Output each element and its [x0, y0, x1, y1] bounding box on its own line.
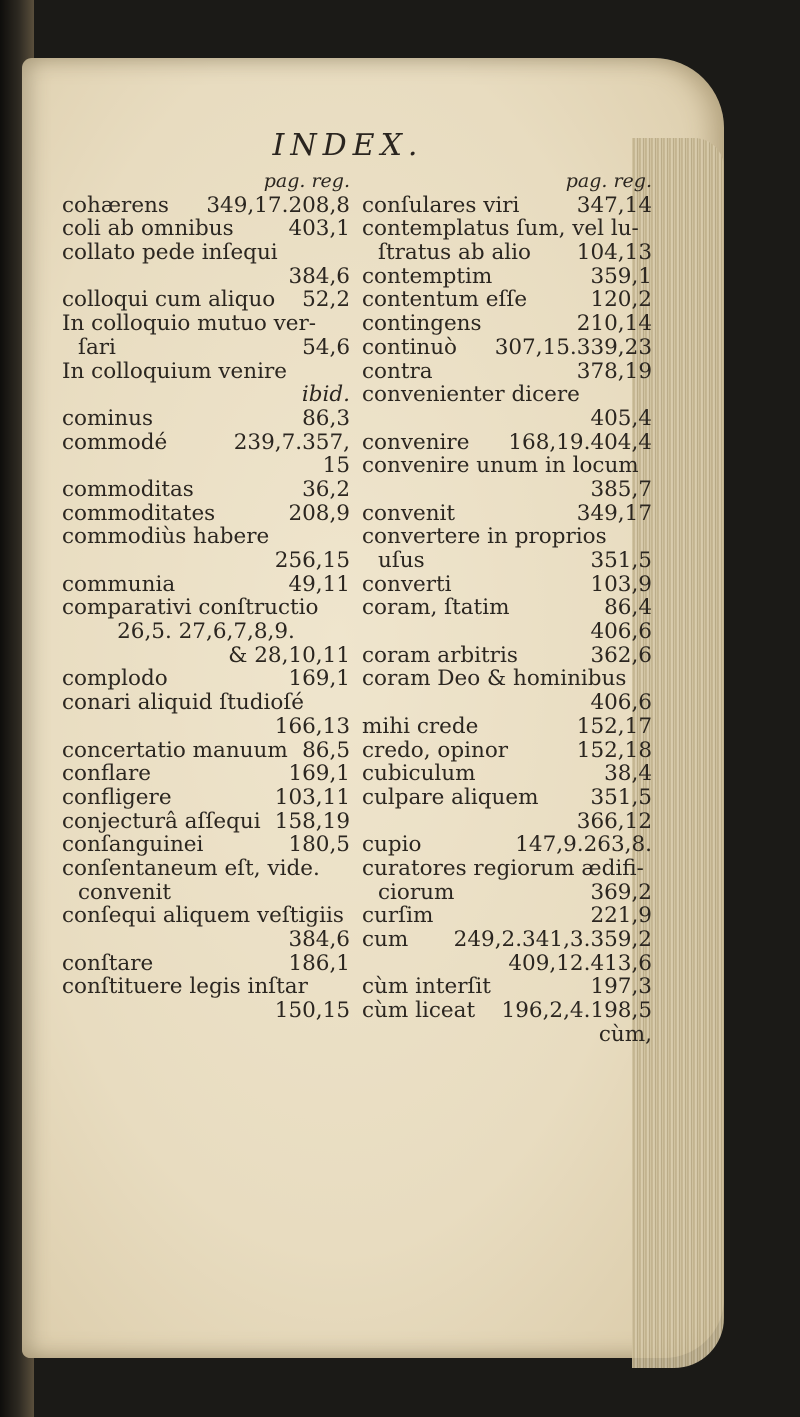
entry-reference: & 28,10,11 — [228, 642, 350, 668]
index-entry — [362, 762, 652, 786]
index-entry — [362, 928, 652, 952]
entry-reference: 152,17 — [576, 713, 652, 739]
entry-term: coram Deo & hominibus — [362, 666, 627, 692]
index-entry — [62, 265, 350, 289]
index-entry — [62, 360, 350, 384]
entry-term: ciorum — [378, 879, 455, 905]
entry-reference: 349,17 — [576, 500, 652, 526]
entry-term: complodo — [62, 666, 168, 692]
entry-reference: 351,5 — [590, 548, 652, 573]
entry-reference: 384,6 — [288, 263, 350, 289]
index-entry — [362, 170, 652, 194]
index-entry — [362, 288, 652, 312]
index-entry — [62, 525, 350, 549]
entry-term: cùm liceat — [362, 998, 476, 1024]
entry-term: cohærens — [62, 192, 169, 218]
entry-term: conſequi aliquem veſtigiis — [62, 903, 344, 929]
entry-reference: 196,2,4.198,5 — [501, 998, 652, 1024]
index-entry — [362, 573, 652, 597]
entry-term: convertere in proprios — [362, 524, 607, 550]
entry-term: coli ab omnibus — [62, 216, 234, 242]
entry-term: conſanguinei — [62, 832, 204, 858]
index-entry — [362, 407, 652, 431]
entry-reference: 54,6 — [302, 334, 350, 360]
entry-term: comparativi conſtructio — [62, 595, 319, 621]
index-entry — [62, 715, 350, 739]
index-entry — [362, 525, 652, 549]
entry-term: contingens — [362, 311, 482, 337]
entry-term: conſulares viri — [362, 192, 520, 218]
entry-term: curſim — [362, 903, 434, 929]
index-entry — [62, 288, 350, 312]
entry-reference: 384,6 — [288, 927, 350, 952]
entry-term: mihi crede — [362, 713, 479, 739]
index-entry — [62, 454, 350, 478]
entry-term: confligere — [62, 784, 172, 810]
index-entry — [362, 1023, 652, 1047]
entry-term: converti — [362, 571, 452, 597]
entry-term: continuò — [362, 334, 457, 360]
entry-reference: 150,15 — [274, 998, 350, 1024]
entry-reference: 366,12 — [576, 808, 652, 834]
entry-term: convenire unum in locum — [362, 453, 639, 479]
entry-reference: 168,19.404,4 — [508, 429, 652, 455]
entry-term: commodiùs habere — [62, 524, 270, 550]
index-entry — [362, 881, 652, 905]
entry-reference: 249,2.341,3.359,2 — [453, 927, 652, 952]
index-entry — [362, 454, 652, 478]
entry-term: colloqui cum aliquo — [62, 287, 276, 313]
index-entry — [362, 360, 652, 384]
entry-reference: 120,2 — [590, 287, 652, 313]
index-entry — [62, 312, 350, 336]
index-entry — [62, 596, 350, 620]
entry-reference: 210,14 — [576, 311, 652, 337]
entry-term: cupio — [362, 832, 422, 858]
entry-reference: 38,4 — [604, 761, 652, 787]
entry-term: commoditates — [62, 500, 216, 526]
entry-term: contra — [362, 358, 433, 384]
index-entry — [62, 786, 350, 810]
entry-reference: 378,19 — [576, 358, 652, 384]
entry-term: In colloquio mutuo ver- — [62, 311, 317, 337]
entry-reference: 103,9 — [590, 571, 652, 597]
index-entry — [62, 407, 350, 431]
entry-reference: 15 — [322, 453, 350, 479]
index-entry — [362, 786, 652, 810]
index-entry — [62, 573, 350, 597]
index-entry — [362, 620, 652, 644]
index-entry — [362, 810, 652, 834]
index-entry — [62, 881, 350, 905]
entry-reference: 221,9 — [590, 903, 652, 929]
index-column-left — [62, 170, 350, 1023]
index-entry — [362, 904, 652, 928]
index-entry — [362, 478, 652, 502]
entry-reference: 197,3 — [590, 974, 652, 1000]
entry-reference: 152,18 — [576, 737, 652, 763]
index-entry — [362, 549, 652, 573]
index-entry — [62, 549, 350, 573]
entry-reference: 158,19 — [274, 808, 350, 834]
entry-term: cominus — [62, 405, 153, 431]
entry-term: coram arbitris — [362, 642, 518, 668]
entry-reference: 49,11 — [288, 571, 350, 597]
running-head: INDEX. — [272, 128, 424, 163]
entry-reference: 86,5 — [302, 737, 350, 763]
entry-reference: 409,12.413,6 — [508, 950, 652, 976]
entry-reference: 351,5 — [590, 784, 652, 810]
entry-term: ſari — [78, 334, 116, 360]
entry-term: contentum eſſe — [362, 287, 528, 313]
entry-term: conari aliquid ſtudioſé — [62, 690, 305, 716]
entry-term: In colloquium venire — [62, 358, 288, 384]
index-entry — [62, 194, 350, 218]
entry-term: convenit — [362, 500, 456, 526]
index-entry — [62, 833, 350, 857]
index-entry — [62, 928, 350, 952]
entry-term: cubiculum — [362, 761, 476, 787]
entry-reference: 86,4 — [604, 595, 652, 621]
index-entry — [362, 691, 652, 715]
entry-reference: 103,11 — [274, 784, 350, 810]
index-entry — [362, 194, 652, 218]
entry-term: convenienter dicere — [362, 382, 580, 408]
entry-reference: pag. reg. — [263, 170, 350, 192]
entry-reference: 307,15.339,23 — [494, 334, 652, 360]
entry-reference: 166,13 — [274, 713, 350, 739]
index-entry — [62, 217, 350, 241]
index-entry — [62, 999, 350, 1023]
index-entry — [362, 596, 652, 620]
index-entry — [62, 620, 350, 644]
index-entry — [362, 715, 652, 739]
entry-reference: 349,17.208,8 — [206, 192, 350, 218]
entry-term: convenire — [362, 429, 470, 455]
entry-term: credo, opinor — [362, 737, 509, 763]
index-entry — [62, 644, 350, 668]
index-entry — [362, 241, 652, 265]
index-entry — [62, 762, 350, 786]
entry-term: curatores regiorum ædifi- — [362, 855, 644, 881]
index-entry — [62, 241, 350, 265]
entry-term: uſus — [378, 548, 425, 573]
entry-reference: 169,1 — [288, 761, 350, 787]
entry-term: 26,5. 27,6,7,8,9. — [117, 619, 295, 645]
entry-reference: ibid. — [301, 382, 350, 408]
entry-term: commoditas — [62, 476, 194, 502]
entry-term: commodé — [62, 429, 168, 455]
index-entry — [62, 810, 350, 834]
entry-reference: 256,15 — [274, 548, 350, 573]
entry-term: ſtratus ab alio — [378, 240, 531, 266]
entry-term: conſtare — [62, 950, 154, 976]
entry-reference: 186,1 — [288, 950, 350, 976]
entry-reference: pag. reg. — [565, 170, 652, 192]
index-entry — [362, 644, 652, 668]
entry-reference: 347,14 — [576, 192, 652, 218]
index-entry — [62, 383, 350, 407]
index-entry — [362, 217, 652, 241]
index-entry — [62, 952, 350, 976]
index-entry — [362, 857, 652, 881]
index-entry — [362, 312, 652, 336]
entry-reference: 104,13 — [576, 240, 652, 266]
entry-reference: 147,9.263,8. — [515, 832, 652, 858]
index-entry — [62, 170, 350, 194]
entry-term: cum — [362, 927, 409, 952]
entry-term: communia — [62, 571, 176, 597]
entry-reference: 52,2 — [302, 287, 350, 313]
index-entry — [362, 952, 652, 976]
index-entry — [62, 904, 350, 928]
entry-term: conflare — [62, 761, 151, 787]
index-column-right — [362, 170, 652, 1046]
index-entry — [362, 502, 652, 526]
entry-reference: 359,1 — [590, 263, 652, 289]
index-entry — [362, 739, 652, 763]
index-entry — [62, 975, 350, 999]
index-entry — [62, 502, 350, 526]
entry-term: conſtituere legis inſtar — [62, 974, 308, 1000]
index-entry — [62, 431, 350, 455]
entry-reference: 239,7.357, — [233, 429, 350, 455]
index-entry — [62, 857, 350, 881]
entry-reference: 362,6 — [590, 642, 652, 668]
entry-reference: 208,9 — [288, 500, 350, 526]
index-entry — [62, 667, 350, 691]
entry-term: cùm interſit — [362, 974, 491, 1000]
entry-reference: 405,4 — [590, 405, 652, 431]
entry-reference: 169,1 — [288, 666, 350, 692]
entry-reference: 36,2 — [302, 476, 350, 502]
entry-term: concertatio manuum — [62, 737, 288, 763]
entry-term: conſentaneum eſt, vide. — [62, 855, 320, 881]
entry-term: convenit — [78, 879, 172, 905]
entry-term: culpare aliquem — [362, 784, 539, 810]
index-entry — [362, 383, 652, 407]
index-entry — [62, 336, 350, 360]
entry-reference: 406,6 — [590, 619, 652, 645]
entry-term: collato pede inſequi — [62, 240, 278, 266]
index-entry — [362, 833, 652, 857]
index-entry — [362, 667, 652, 691]
index-entry — [62, 691, 350, 715]
entry-term: contemptim — [362, 263, 493, 289]
index-entry — [62, 478, 350, 502]
index-entry — [362, 999, 652, 1023]
entry-reference: cùm, — [598, 1021, 652, 1047]
entry-term: coram, ſtatim — [362, 595, 510, 621]
entry-term: conjecturâ aſſequi — [62, 808, 261, 834]
index-entry — [362, 336, 652, 360]
entry-reference: 403,1 — [288, 216, 350, 242]
entry-term: contemplatus ſum, vel lu- — [362, 216, 639, 242]
index-entry — [362, 975, 652, 999]
index-entry — [62, 739, 350, 763]
index-entry — [362, 265, 652, 289]
entry-reference: 369,2 — [590, 879, 652, 905]
entry-reference: 385,7 — [590, 476, 652, 502]
entry-reference: 86,3 — [302, 405, 350, 431]
entry-reference: 406,6 — [590, 690, 652, 716]
index-entry — [362, 431, 652, 455]
entry-reference: 180,5 — [288, 832, 350, 858]
